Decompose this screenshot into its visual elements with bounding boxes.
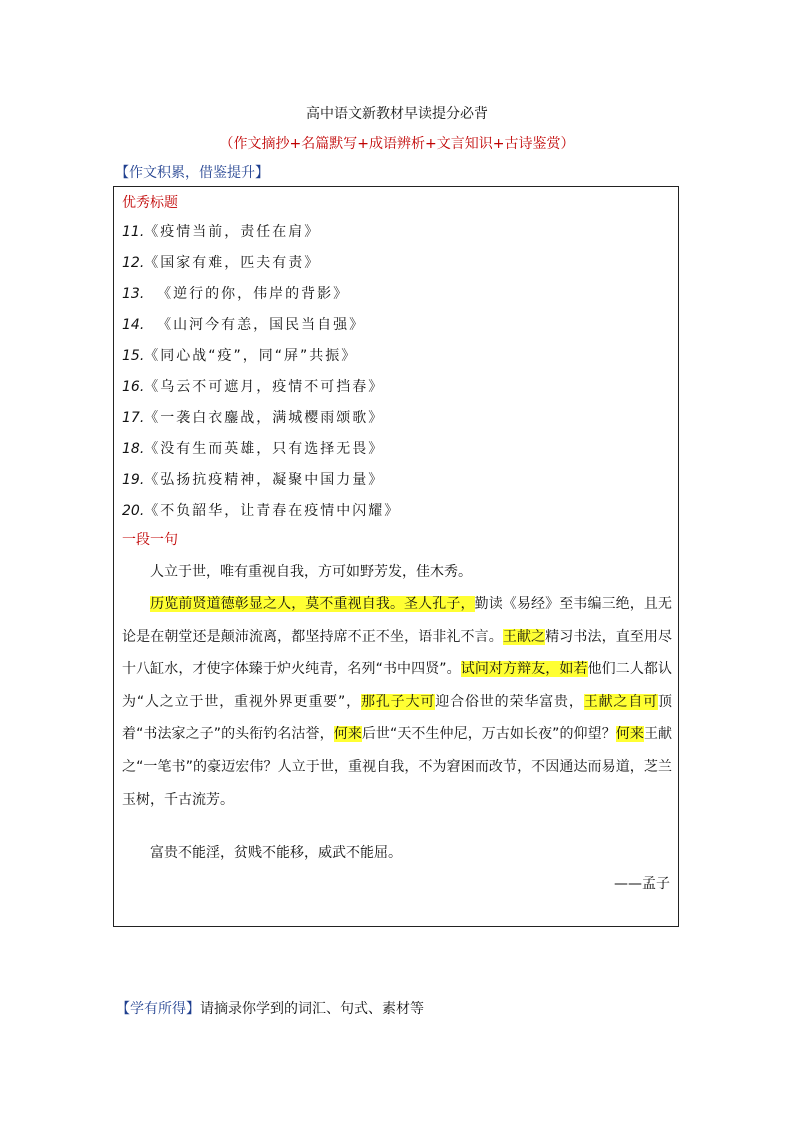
section-heading: 【作文积累，借鉴提升】 (115, 165, 269, 181)
highlight: 那孔子大可 (360, 693, 436, 710)
list-item: 16.《乌云不可遮月，疫情不可挡春》 (122, 379, 385, 395)
page-title: 高中语文新教材早读提分必背 (306, 106, 488, 122)
paragraph-1: 人立于世，唯有重视自我，方可如野芳发，佳木秀。 (150, 564, 472, 580)
titles-list (122, 217, 672, 527)
list-item: 13. 《逆行的你，伟岸的背影》 (122, 286, 350, 302)
paragraph-label: 一段一句 (122, 532, 178, 548)
highlight: 王献之自可 (583, 693, 659, 710)
list-item: 18.《没有生而英雄，只有选择无畏》 (122, 441, 385, 457)
list-item: 14. 《山河今有恙，国民当自强》 (122, 317, 366, 333)
quote-author: ——孟子 (614, 876, 670, 892)
paragraph-2: 历览前贤道德彰显之人，莫不重视自我。圣人孔子，勤读《易经》至韦编三绝，且无论是在朝堂还是颠沛流离，都坚持席不正不坐，语非礼不言。王献之精习书法，直至用尽十八缸水，才使字体臻于炉火纯青，名列“书中四贤”。试问对方辩友，如若他们二人都认为“人之立于世，重视外界更重要”，那孔子大可迎合俗世的荣华富贵，王献之自可顶着“书法家之子”的头衔钓名沽誉，何来后世“天不生仲尼，万古如长夜”的仰望？何来王献之“一笔书”的豪迈宏伟？人立于世，重视自我，不为窘困而改节，不因通达而易道，芝兰玉树，千古流芳。 (122, 596, 673, 808)
quote: 富贵不能淫，贫贱不能移，威武不能屈。 (150, 845, 402, 861)
page-subtitle: （作文摘抄+名篇默写+成语辨析+文言知识+古诗鉴赏） (219, 136, 575, 152)
list-item: 12.《国家有难，匹夫有责》 (122, 255, 321, 271)
highlight: 试问对方辩友，如若 (460, 661, 588, 678)
highlight: 王献之 (502, 628, 546, 645)
titles-label: 优秀标题 (122, 195, 178, 211)
footer-heading: 【学有所得】请摘录你学到的词汇、句式、素材等 (116, 1001, 424, 1017)
highlight: 历览前贤道德彰显之人，莫不重视自我。圣人孔子， (150, 596, 475, 612)
list-item: 20.《不负韶华，让青春在疫情中闪耀》 (122, 503, 401, 519)
content-box (113, 186, 679, 927)
list-item: 17.《一袭白衣鏖战，满城樱雨颂歌》 (122, 410, 385, 426)
highlight: 何来 (615, 726, 644, 743)
list-item: 19.《弘扬抗疫精神，凝聚中国力量》 (122, 472, 385, 488)
highlight: 何来 (333, 726, 362, 743)
list-item: 15.《同心战“疫”，同“屏”共振》 (122, 348, 358, 364)
list-item: 11.《疫情当前，责任在肩》 (122, 224, 321, 240)
